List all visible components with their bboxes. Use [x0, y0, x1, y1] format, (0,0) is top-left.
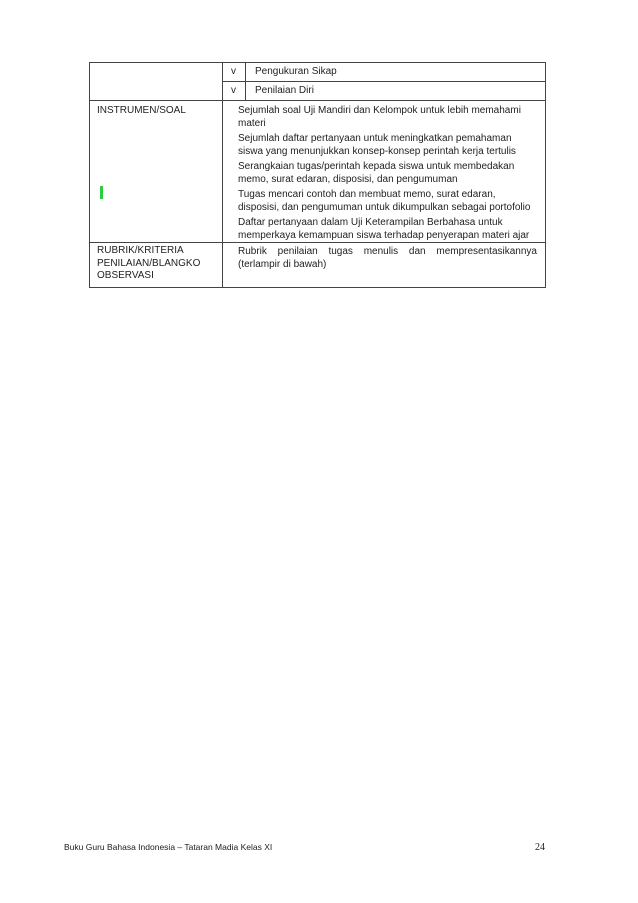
rubric-label-line: RUBRIK/KRITERIA	[97, 245, 184, 256]
instrument-item: Serangkaian tugas/perintah kepada siswa untuk membedakan memo, surat edaran, disposisi, dan pengumuman	[238, 161, 515, 185]
page-number: 24	[535, 842, 545, 853]
checks-cell	[223, 63, 545, 100]
footer-title: Buku Guru Bahasa Indonesia – Tataran Madia Kelas XI	[64, 842, 273, 852]
assessment-table	[89, 62, 546, 288]
instrument-label: INSTRUMEN/SOAL	[97, 105, 186, 116]
check-label: Pengukuran Sikap	[255, 65, 337, 77]
check-row-attitude	[223, 63, 545, 81]
rubric-text: Rubrik penilaian tugas menulis dan mempresentasikannya (terlampir di bawah)	[238, 246, 537, 270]
rubric-label-line: OBSERVASI	[97, 270, 154, 281]
check-mark: v	[223, 82, 246, 100]
rubric-label-cell	[90, 243, 223, 287]
instrument-item: Sejumlah soal Uji Mandiri dan Kelompok untuk lebih memahami materi	[238, 105, 521, 129]
instrument-item: Tugas mencari contoh dan membuat memo, surat edaran, disposisi, dan pengumuman untuk dikumpulkan sebagai portofolio	[238, 189, 531, 213]
instrument-item: Daftar pertanyaan dalam Uji Keterampilan Berbahasa untuk memperkaya kemampuan siswa terhadap penyerapan materi ajar	[238, 217, 530, 241]
checks-row	[90, 63, 545, 100]
instrument-item: Sejumlah daftar pertanyaan untuk meningkatkan pemahaman siswa yang menunjukkan konsep-konsep perintah kerja tertulis	[238, 133, 516, 157]
rubric-text-cell	[223, 243, 545, 287]
instrument-label-cell	[90, 101, 223, 242]
instrument-items-cell	[223, 101, 545, 242]
check-row-self	[223, 81, 545, 100]
rubric-label-line: PENILAIAN/BLANGKO	[97, 257, 201, 269]
empty-cell	[90, 63, 223, 100]
page-footer	[64, 842, 545, 853]
rubric-row	[90, 242, 545, 287]
instrument-row	[90, 100, 545, 242]
check-mark: v	[223, 63, 246, 81]
green-bar-icon	[100, 186, 103, 199]
check-label: Penilaian Diri	[255, 84, 314, 96]
